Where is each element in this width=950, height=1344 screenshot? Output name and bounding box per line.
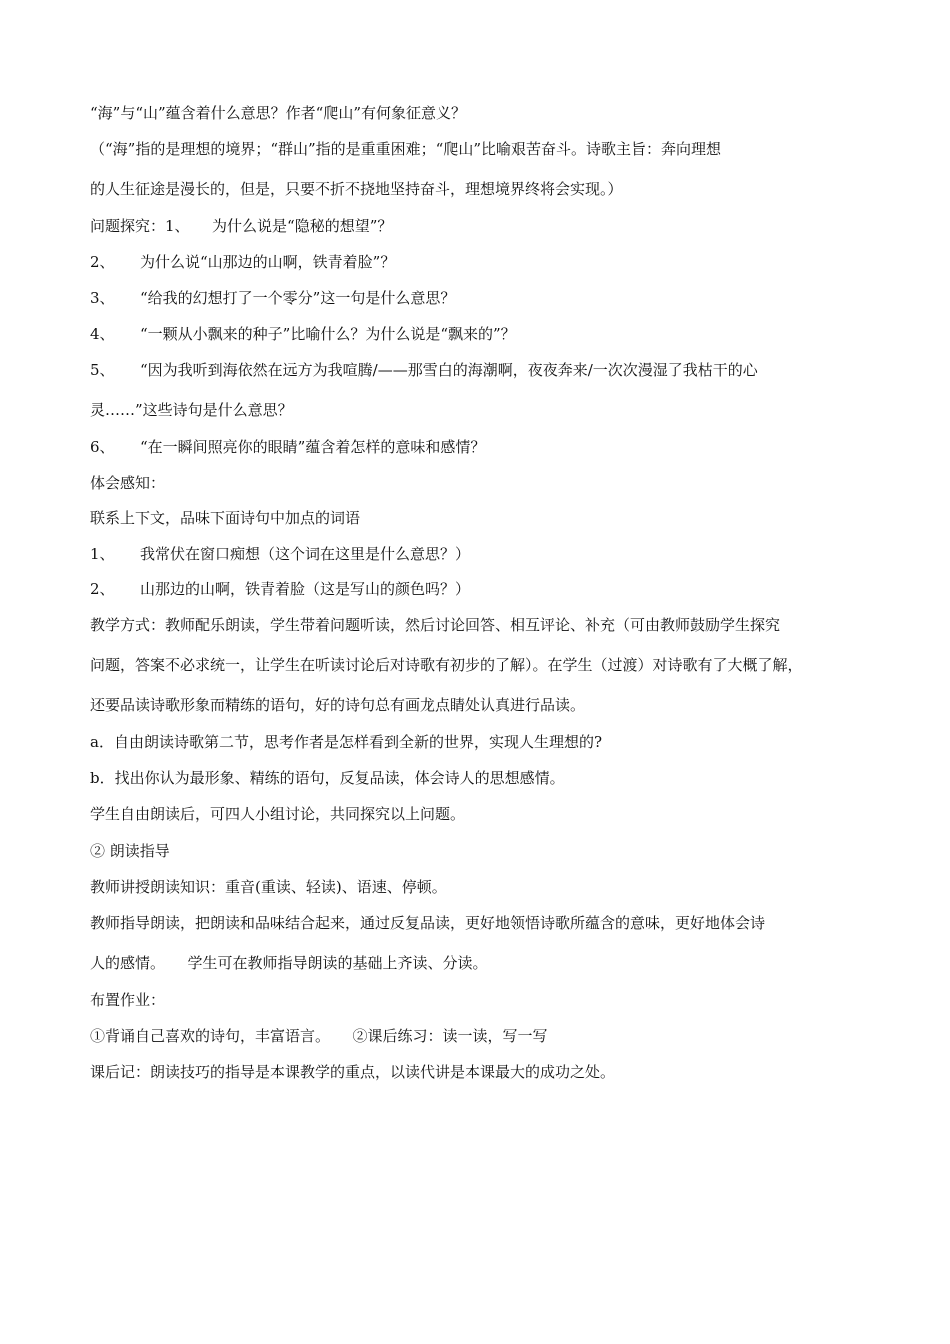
guidance-line-2: 人的感情。 学生可在教师指导朗读的基础上齐读、分读。 <box>90 954 488 972</box>
answer-line-1: （“海”指的是理想的境界；“群山”指的是重重困难；“爬山”比喻艰苦奋斗。诗歌主旨：奔向理想 <box>90 140 722 158</box>
homework-heading: 布置作业： <box>90 991 166 1009</box>
inquiry-item-6 <box>90 437 870 457</box>
item-text: “给我的幻想打了一个零分”这一句是什么意思？ <box>140 289 456 307</box>
inquiry-item-2 <box>90 252 870 272</box>
inquiry-item-5-cont: 灵……”这些诗句是什么意思？ <box>90 401 293 419</box>
task-b: b．找出你认为最形象、精练的语句，反复品读，体会诗人的思想感情。 <box>90 769 565 787</box>
reading-guide-heading: ② 朗读指导 <box>90 842 170 860</box>
method-line-3: 还要品读诗歌形象而精练的语句，好的诗句总有画龙点睛处认真进行品读。 <box>90 696 586 714</box>
reading-knowledge-line: 教师讲授朗读知识：重音(重读、轻读)、语速、停顿。 <box>90 878 447 896</box>
item-number: 2、 <box>90 580 115 598</box>
item-text: 我常伏在窗口痴想（这个词在这里是什么意思？） <box>140 545 471 563</box>
afterword-line: 课后记：朗读技巧的指导是本课教学的重点，以读代讲是本课最大的成功之处。 <box>90 1063 616 1081</box>
item-number: 1、 <box>90 545 115 563</box>
word-item-1 <box>90 544 870 564</box>
inquiry-item-3 <box>90 288 870 308</box>
inquiry-heading: 问题探究：1、 为什么说是“隐秘的想望”？ <box>90 217 393 235</box>
discussion-line: 学生自由朗读后，可四人小组讨论，共同探究以上问题。 <box>90 805 466 823</box>
item-number: 6、 <box>90 438 115 456</box>
item-number: 3、 <box>90 289 115 307</box>
homework-line: ①背诵自己喜欢的诗句，丰富语言。 ②课后练习：读一读，写一写 <box>90 1027 548 1045</box>
guidance-line-1: 教师指导朗读，把朗读和品味结合起来，通过反复品读，更好地领悟诗歌所蕴含的意味，更好地体会诗 <box>90 914 766 932</box>
item-text: 为什么说“山那边的山啊，铁青着脸”？ <box>140 253 396 271</box>
item-number: 2、 <box>90 253 115 271</box>
item-number: 4、 <box>90 325 115 343</box>
section-heading: 体会感知： <box>90 474 166 492</box>
item-text: “一颗从小飘来的种子”比喻什么？为什么说是“飘来的”？ <box>140 325 516 343</box>
word-item-2 <box>90 579 870 599</box>
inquiry-item-5 <box>90 360 870 380</box>
item-text: “在一瞬间照亮你的眼睛”蕴含着怎样的意味和感情？ <box>140 438 486 456</box>
question-line: “海”与“山”蕴含着什么意思？作者“爬山”有何象征意义？ <box>90 104 467 122</box>
instruction-line: 联系上下文，品味下面诗句中加点的词语 <box>90 509 361 527</box>
item-number: 5、 <box>90 361 115 379</box>
answer-line-2: 的人生征途是漫长的，但是，只要不折不挠地坚持奋斗，理想境界终将会实现。） <box>90 180 623 198</box>
inquiry-item-4 <box>90 324 870 344</box>
task-a: a．自由朗读诗歌第二节，思考作者是怎样看到全新的世界，实现人生理想的? <box>90 733 602 751</box>
method-line-1: 教学方式：教师配乐朗读，学生带着问题听读，然后讨论回答、相互评论、补充（可由教师鼓励学生探究 <box>90 616 781 634</box>
item-text: 山那边的山啊，铁青着脸（这是写山的颜色吗？） <box>140 580 471 598</box>
item-text: “因为我听到海依然在远方为我喧腾/——那雪白的海潮啊，夜夜奔来/一次次漫湿了我枯干的心 <box>140 361 758 379</box>
method-line-2: 问题，答案不必求统一，让学生在听读讨论后对诗歌有初步的了解）。在学生（过渡）对诗歌有了大概了解， <box>90 656 803 674</box>
